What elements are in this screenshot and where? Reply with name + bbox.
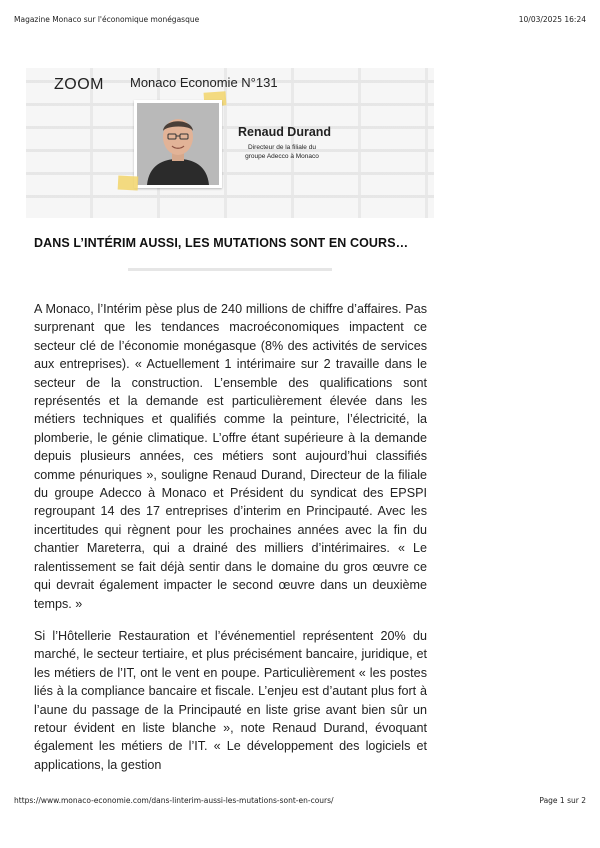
print-footer-url: https://www.monaco-economie.com/dans-linterim-aussi-les-mutations-sont-en-cours/ <box>14 796 334 805</box>
print-footer <box>14 796 586 808</box>
role-line: groupe Adecco à Monaco <box>245 152 319 160</box>
article-paragraph: Si l’Hôtellerie Restauration et l’événementiel représentent 20% du marché, le secteur tertiaire, et plus précisément bancaire, juridique, et les métiers de l’IT, ont le vent en poupe. Particulièrement « les postes liés à la compliance bancaire et fiscale. L’enjeu est d’autant plus fort à l’aune du passage de la Principauté en liste grise avant bien sûr un retour évident en liste blanche », note Renaud Durand, évoquant également les métiers de l’IT. « Le développement des logiciels et applications, la gestion <box>34 628 427 772</box>
banner-person-role <box>226 144 338 161</box>
print-header <box>14 15 586 27</box>
article-banner <box>26 68 434 218</box>
print-header-datetime: 10/03/2025 16:24 <box>518 15 586 24</box>
banner-magazine-issue: Monaco Economie N°131 <box>130 75 278 90</box>
print-header-title: Magazine Monaco sur l'économique monégasque <box>14 15 200 24</box>
banner-person-name: Renaud Durand <box>238 125 332 139</box>
role-line: Directeur de la filiale du <box>248 144 316 151</box>
article-paragraph: A Monaco, l’Intérim pèse plus de 240 millions de chiffre d’affaires. Pas surprenant que les tendances macroéconomiques impactent ce secteur clé de l’économie monégasque (8% des activités de services aux entreprises). « Actuellement 1 intérimaire sur 2 travaille dans le secteur de la construction. L’ensemble des qualifications sont représentés et la demande est particulièrement élevée dans les métiers techniques et qualifiés comme la peinture, l’électricité, la plomberie, le génie climatique. L’offre étant supérieure à la demande depuis plusieurs années, ces métiers sont aujourd’hui classifiés comme pénuriques », souligne Renaud Durand, Directeur de la filiale du groupe Adecco à Monaco et Président du syndicat des EPSPI regroupant 14 des 17 entreprises d’interim en Principauté. Avec les incertitudes qui règnent pour les prochaines années avec la fin du chantier Mareterra, qui a drainé des milliers d’intérimaires. « Le ralentissement se fait déjà sentir dans le domaine du gros œuvre ce qui devrait également impacter le second œuvre dans un deuxième temps. » <box>34 302 427 611</box>
article-headline: DANS L’INTÉRIM AUSSI, LES MUTATIONS SONT EN COURS… <box>34 236 409 250</box>
banner-zoom-label: ZOOM <box>54 76 104 93</box>
print-footer-page: Page 1 sur 2 <box>539 796 586 805</box>
headline-divider <box>128 268 332 271</box>
article-body <box>34 300 427 788</box>
portrait-photo <box>134 100 222 188</box>
tape-decoration <box>118 175 139 190</box>
